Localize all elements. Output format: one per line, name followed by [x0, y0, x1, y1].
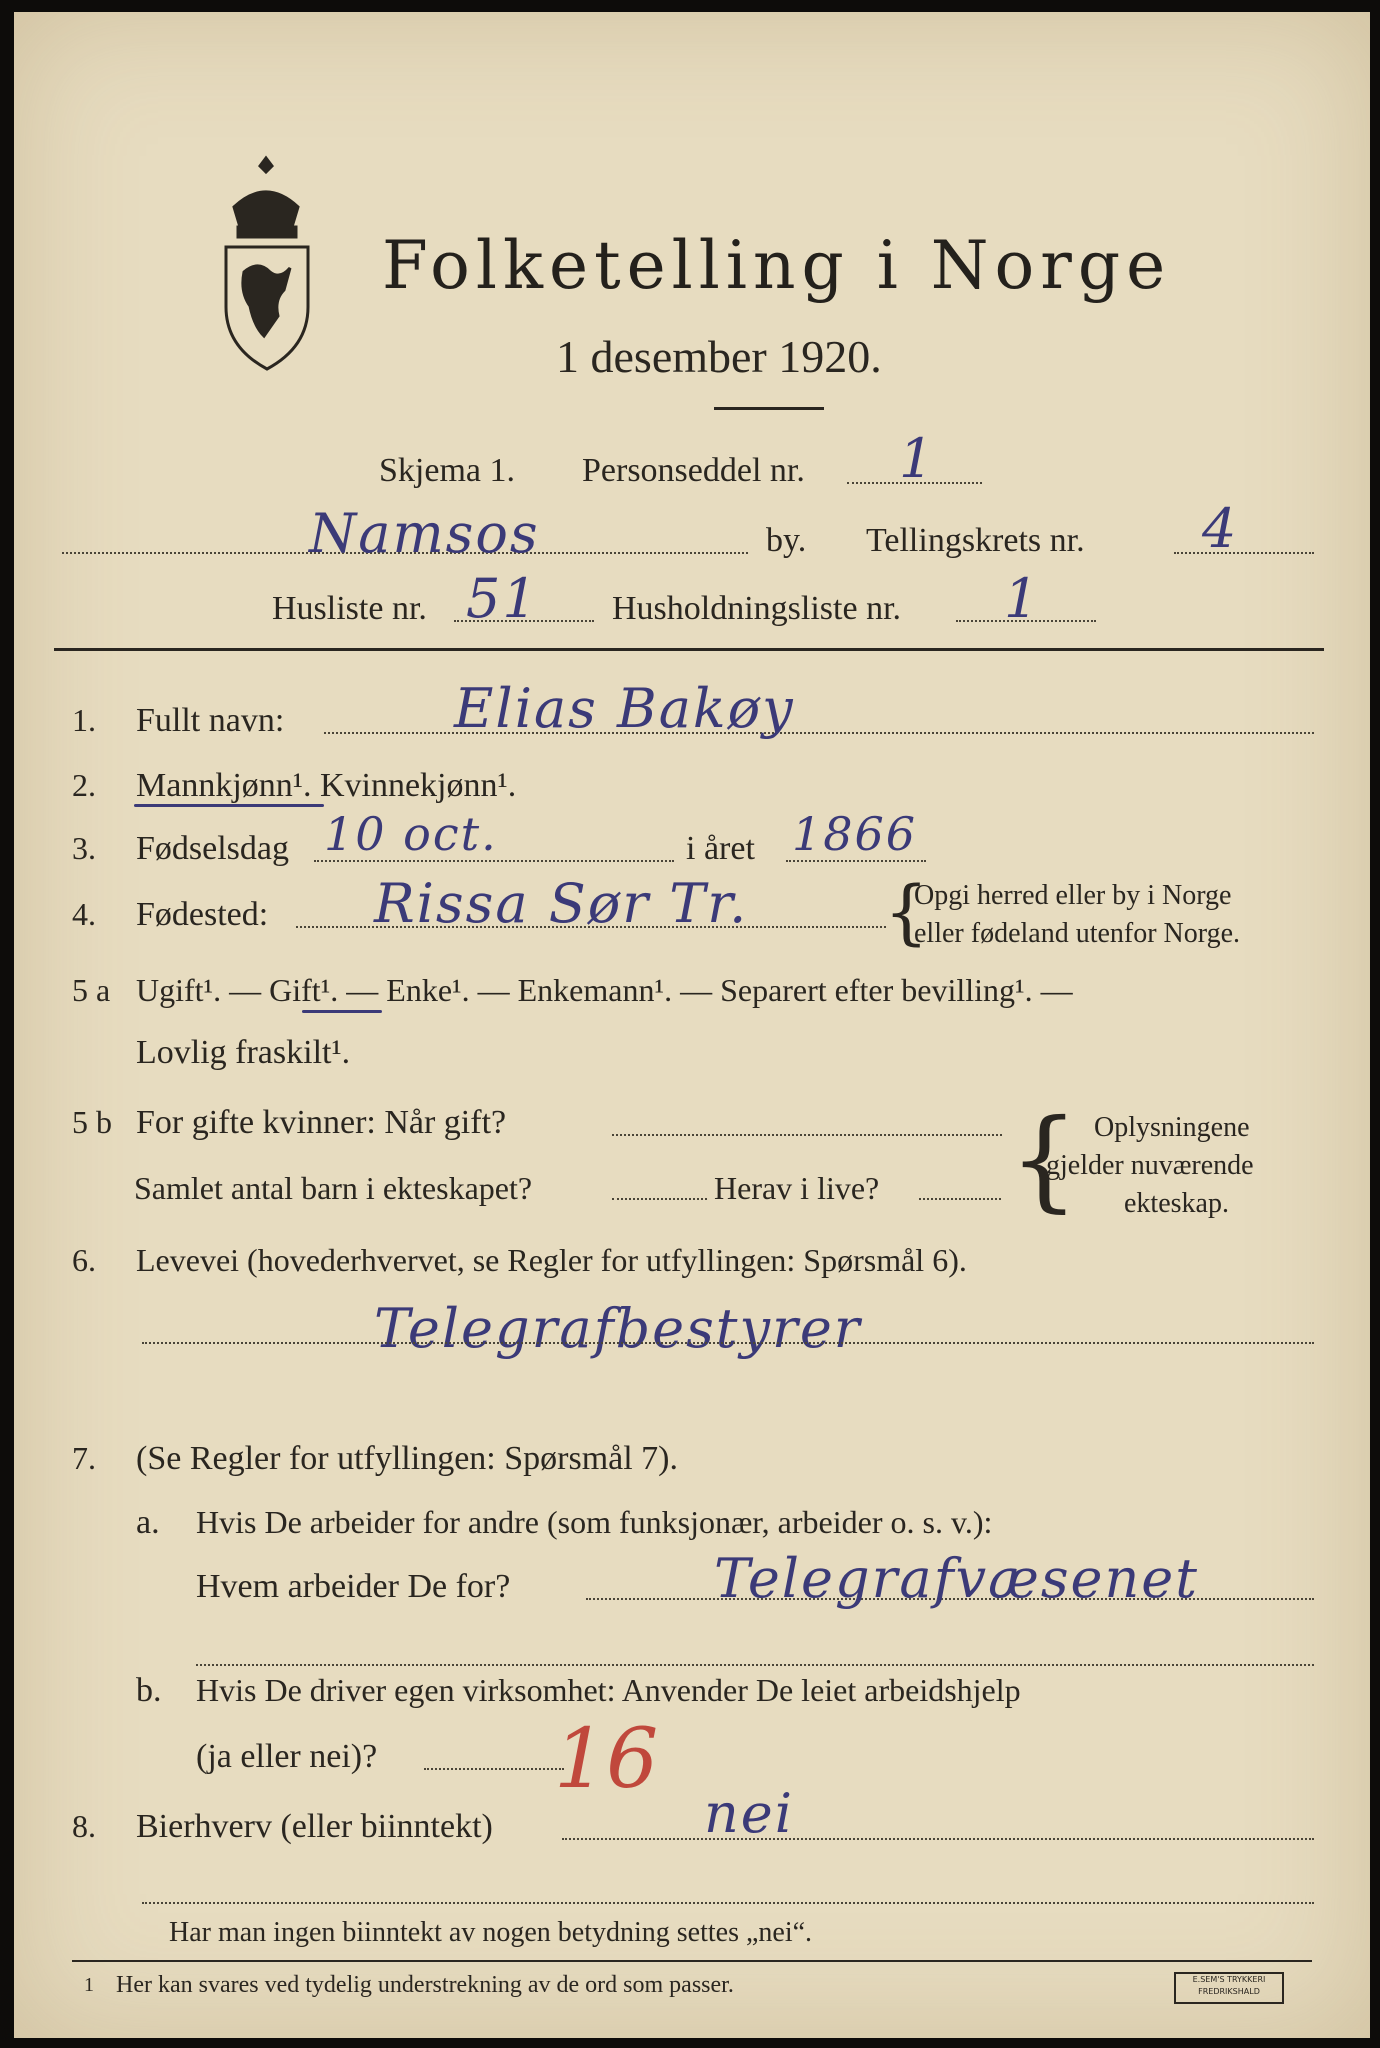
q4-label: Fødested: [136, 896, 269, 933]
husliste-value: 51 [466, 567, 539, 630]
city-value: Namsos [309, 502, 540, 565]
q5a-line2: Lovlig fraskilt¹. [136, 1034, 351, 1071]
q7a-line1: Hvis De arbeider for andre (som funksjonær, arbeider o. s. v.): [196, 1504, 993, 1540]
form-date: 1 desember 1920. [556, 331, 882, 382]
q5b-note3: ekteskap. [1124, 1188, 1229, 1219]
footnote-number: 1 [84, 1974, 94, 1996]
q1-label: Fullt navn: [136, 702, 285, 739]
q5b-line2: Samlet antal barn i ekteskapet? [134, 1170, 533, 1206]
q4-note-line2: eller fødeland utenfor Norge. [914, 918, 1241, 949]
q3-label: Fødselsdag [136, 830, 289, 867]
tellingskrets-label: Tellingskrets nr. [866, 522, 1085, 559]
footnote-text: Her kan svares ved tydelig understrekning av de ord som passer. [116, 1972, 734, 1998]
printer-stamp: E.SEM'S TRYKKERI FREDRIKSHALD [1174, 1972, 1284, 2004]
footer-rule [72, 1960, 1312, 1962]
q7b-line2: (ja eller nei)? [196, 1738, 378, 1775]
tellingskrets-value: 4 [1202, 497, 1239, 560]
q4-value: Rissa Sør Tr. [374, 872, 749, 935]
q5b-brace: { [1009, 1095, 1079, 1223]
q8-label: Bierhverv (eller biinntekt) [136, 1808, 493, 1845]
q5a-line1: Ugift¹. — Gift¹. — Enke¹. — Enkemann¹. — Separert efter bevilling¹. — [136, 972, 1073, 1008]
personseddel-value: 1 [899, 427, 936, 490]
q5b-line2b: Herav i live? [714, 1170, 880, 1206]
by-label: by. [766, 522, 807, 559]
q7b-letter: b. [136, 1672, 162, 1709]
q4-number: 4. [72, 896, 96, 932]
red-annotation-mark: 16 [554, 1712, 659, 1807]
q1-value: Elias Bakøy [454, 677, 795, 740]
q5a-number: 5 a [72, 972, 111, 1008]
coat-of-arms-icon [214, 152, 319, 382]
q5b-number: 5 b [72, 1104, 112, 1140]
q6-value: Telegrafbestyrer [374, 1297, 862, 1360]
form-title: Folketelling i Norge [382, 227, 1172, 304]
q3-year-value: 1866 [792, 807, 918, 861]
q8-value: nei [704, 1782, 795, 1845]
q3-year-label: i året [686, 830, 755, 867]
q3-day-value: 10 oct. [324, 807, 498, 861]
q7a-value: Telegrafvæsenet [714, 1547, 1199, 1610]
q7b-line1: Hvis De driver egen virksomhet: Anvender De leiet arbeidshjelp [196, 1672, 1021, 1708]
husliste-label: Husliste nr. [272, 590, 427, 627]
personseddel-label: Personseddel nr. [582, 452, 805, 489]
husholdningsliste-value: 1 [1004, 567, 1041, 630]
title-divider [714, 407, 824, 410]
q1-number: 1. [72, 702, 96, 738]
q4-brace: { [884, 871, 929, 953]
q5b-note2: gjelder nuværende [1046, 1150, 1254, 1181]
q2-label: Mannkjønn¹. Kvinnekjønn¹. [136, 767, 517, 804]
q8-number: 8. [72, 1808, 96, 1844]
q5b-line1: For gifte kvinner: Når gift? [136, 1104, 507, 1141]
q2-underline-mark [134, 804, 324, 807]
q7-number: 7. [72, 1440, 96, 1476]
skjema-label: Skjema 1. [379, 452, 515, 489]
q2-number: 2. [72, 767, 96, 803]
census-form [14, 12, 1370, 2038]
q7-label: (Se Regler for utfyllingen: Spørsmål 7). [136, 1440, 679, 1477]
q4-note-line1: Opgi herred eller by i Norge [914, 880, 1232, 911]
q7a-letter: a. [136, 1504, 160, 1541]
q7a-line2: Hvem arbeider De for? [196, 1568, 511, 1605]
q5a-underline-mark [302, 1010, 382, 1013]
header-rule [54, 648, 1324, 651]
q3-number: 3. [72, 830, 96, 866]
q5b-note1: Oplysningene [1094, 1112, 1250, 1143]
footer-note: Har man ingen biinntekt av nogen betydning settes „nei“. [169, 1917, 813, 1948]
q6-number: 6. [72, 1242, 96, 1278]
husholdningsliste-label: Husholdningsliste nr. [612, 590, 902, 627]
q6-label: Levevei (hovederhvervet, se Regler for utfyllingen: Spørsmål 6). [136, 1242, 967, 1278]
